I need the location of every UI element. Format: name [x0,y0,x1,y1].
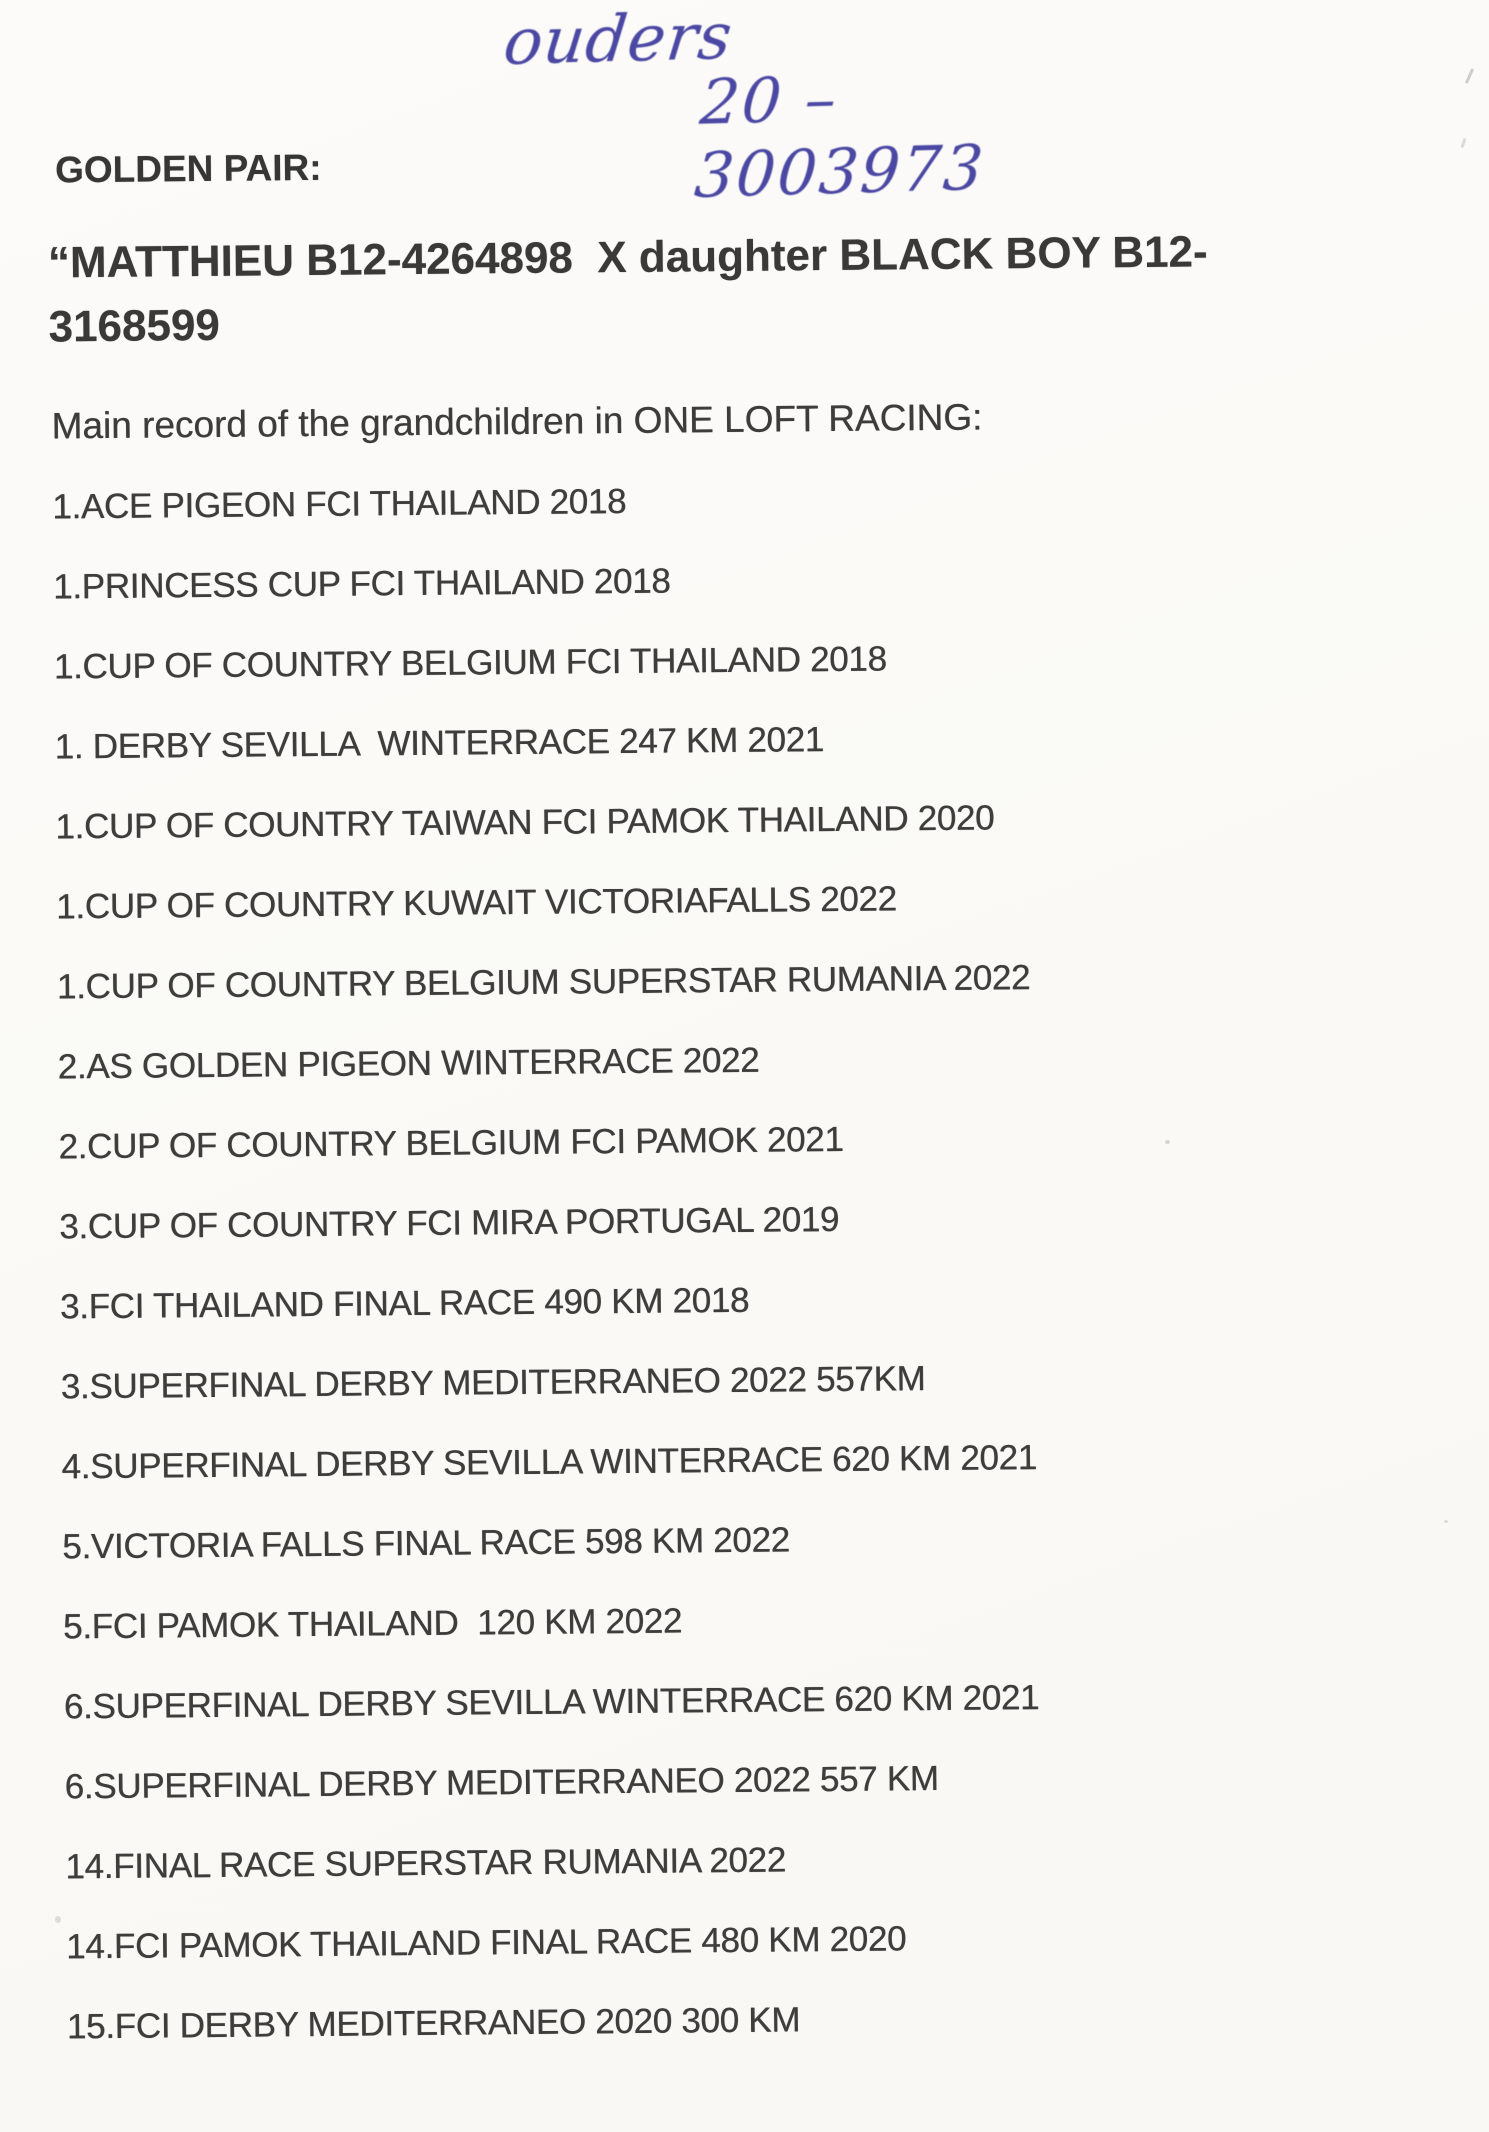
scan-artifact [1444,1520,1448,1523]
record-line: 6.SUPERFINAL DERBY MEDITERRANEO 2022 557 KM [64,1759,939,1807]
record-line: 1.CUP OF COUNTRY BELGIUM FCI THAILAND 2018 [53,639,887,687]
record-line: 1. DERBY SEVILLA WINTERRACE 247 KM 2021 [54,720,825,767]
record-line: 6.SUPERFINAL DERBY SEVILLA WINTERRACE 620 KM 2021 [63,1678,1040,1727]
golden-pair-heading: GOLDEN PAIR: [54,146,322,191]
record-line: 3.CUP OF COUNTRY FCI MIRA PORTUGAL 2019 [59,1199,840,1247]
handwritten-word-ouders: ouders [500,0,737,80]
record-line: 1.CUP OF COUNTRY BELGIUM SUPERSTAR RUMANIA 2022 [56,958,1031,1007]
record-line: 1.CUP OF COUNTRY TAIWAN FCI PAMOK THAILAND 2020 [55,798,995,847]
records-intro: Main record of the grandchildren in ONE LOFT RACING: [51,396,983,447]
handwritten-ring-number: 20 – 3003973 [692,61,988,212]
record-line: 1.ACE PIGEON FCI THAILAND 2018 [52,481,627,527]
record-line: 2.CUP OF COUNTRY BELGIUM FCI PAMOK 2021 [58,1119,844,1167]
scan-artifact [55,1916,61,1923]
scan-artifact [1165,1140,1170,1144]
record-line: 1.CUP OF COUNTRY KUWAIT VICTORIAFALLS 2022 [55,879,897,927]
record-line: 3.SUPERFINAL DERBY MEDITERRANEO 2022 557KM [60,1359,926,1407]
record-line: 14.FCI PAMOK THAILAND FINAL RACE 480 KM 2020 [65,1919,907,1967]
records-list [52,455,1417,2068]
record-line: 15.FCI DERBY MEDITERRANEO 2020 300 KM [66,2000,801,2047]
record-line: 14.FINAL RACE SUPERSTAR RUMANIA 2022 [65,1840,787,1887]
record-line: 2.AS GOLDEN PIGEON WINTERRACE 2022 [57,1040,760,1087]
record-line: 5.FCI PAMOK THAILAND 120 KM 2022 [62,1601,683,1647]
record-line: 1.PRINCESS CUP FCI THAILAND 2018 [52,561,671,607]
record-line: 3.FCI THAILAND FINAL RACE 490 KM 2018 [59,1280,750,1327]
pair-title: “MATTHIEU B12-4264898 X daughter BLACK BOY B12-3168599 [47,227,1208,352]
record-line: 5.VICTORIA FALLS FINAL RACE 598 KM 2022 [62,1520,790,1567]
record-line: 4.SUPERFINAL DERBY SEVILLA WINTERRACE 620 KM 2021 [61,1438,1038,1487]
